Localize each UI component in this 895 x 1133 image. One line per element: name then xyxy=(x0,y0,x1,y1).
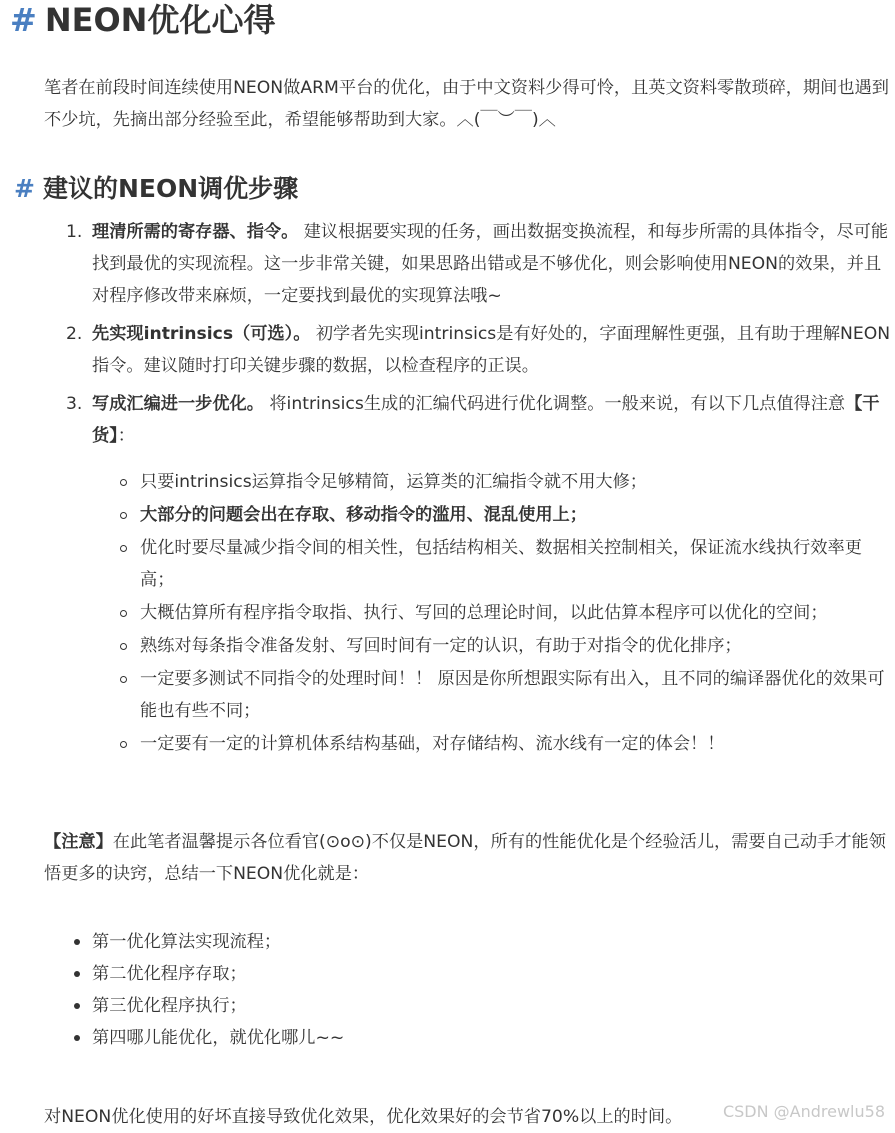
disc-bullet-icon xyxy=(74,1035,80,1041)
disc-bullet-icon xyxy=(74,971,80,977)
csdn-watermark: CSDN @Andrewlu58 xyxy=(722,1102,885,1121)
tips-list xyxy=(92,466,894,760)
step-body: 将intrinsics生成的汇编代码进行优化调整。一般来说，有以下几点值得注意 xyxy=(263,394,846,414)
section-heading-text: 建议的NEON调优步骤 xyxy=(42,174,299,203)
intro-paragraph: 笔者在前段时间连续使用NEON做ARM平台的优化，由于中文资料少得可怜，且英文资料零散琐碎，期间也遇到不少坑，先摘出部分经验至此，希望能够帮助到大家。︿(￣︶￣)︿ xyxy=(44,78,889,130)
tip-item xyxy=(140,597,894,629)
summary-item xyxy=(44,958,344,990)
step-item xyxy=(44,388,894,760)
summary-text: 第二优化程序存取； xyxy=(92,964,247,984)
circle-bullet-icon xyxy=(120,479,127,486)
tip-text: 一定要多测试不同指令的处理时间！！ 原因是你所想跟实际有出入，且不同的编译器优化的效果可能也有些不同； xyxy=(140,669,885,721)
step-body: 初学者先实现intrinsics是有好处的，字面理解性更强，且有助于理解NEON指令。建议随时打印关键步骤的数据，以检查程序的正误。 xyxy=(92,324,891,376)
heading-anchor-icon[interactable]: # xyxy=(10,1,37,39)
tip-item xyxy=(140,499,894,531)
step-body: 建议根据要实现的任务，画出数据变换流程，和每步所需的具体指令，尽可能找到最优的实现流程。这一步非常关键，如果思路出错或是不够优化，则会影响使用NEON的效果，并且对程序修改带来麻烦，一定要找到最优的实现算法哦~ xyxy=(92,222,889,306)
note-text: 在此笔者温馨提示各位看官(⊙o⊙)不仅是NEON，所有的性能优化是个经验活儿，需要自己动手才能领悟更多的诀窍，总结一下NEON优化就是： xyxy=(44,832,886,884)
summary-item xyxy=(44,990,344,1022)
tip-text: 大部分的问题会出在存取、移动指令的滥用、混乱使用上； xyxy=(140,505,587,525)
summary-item xyxy=(44,926,344,958)
tip-item xyxy=(140,728,894,760)
tip-text: 优化时要尽量减少指令间的相关性，包括结构相关、数据相关控制相关，保证流水线执行效率更高； xyxy=(140,538,862,590)
step-title: 理清所需的寄存器、指令。 xyxy=(92,222,299,242)
step-title: 写成汇编进一步优化。 xyxy=(92,394,264,414)
heading-anchor-icon[interactable]: # xyxy=(14,174,35,203)
step-item xyxy=(44,216,894,312)
steps-list xyxy=(44,216,894,766)
step-number: 2. xyxy=(66,324,83,344)
summary-text: 第一优化算法实现流程； xyxy=(92,932,282,952)
summary-text: 第三优化程序执行； xyxy=(92,996,247,1016)
circle-bullet-icon xyxy=(120,545,127,552)
circle-bullet-icon xyxy=(120,676,127,683)
step-tag: 【干货】 xyxy=(92,394,880,446)
section-heading xyxy=(14,170,298,208)
note-label: 【注意】 xyxy=(44,832,113,852)
tip-text: 只要intrinsics运算指令足够精简，运算类的汇编指令就不用大修； xyxy=(140,472,647,492)
tip-text: 熟练对每条指令准备发射、写回时间有一定的认识，有助于对指令的优化排序； xyxy=(140,636,742,656)
tip-text: 一定要有一定的计算机体系结构基础，对存储结构、流水线有一定的体会！！ xyxy=(140,734,725,754)
disc-bullet-icon xyxy=(74,939,80,945)
disc-bullet-icon xyxy=(74,1003,80,1009)
step-number: 1. xyxy=(66,222,83,242)
tip-text: 大概估算所有程序指令取指、执行、写回的总理论时间，以此估算本程序可以优化的空间； xyxy=(140,603,828,623)
summary-list xyxy=(44,926,344,1054)
circle-bullet-icon xyxy=(120,741,127,748)
circle-bullet-icon xyxy=(120,643,127,650)
circle-bullet-icon xyxy=(120,512,127,519)
tip-item xyxy=(140,663,894,727)
page-title-text: NEON优化心得 xyxy=(44,1,276,39)
summary-text: 第四哪儿能优化，就优化哪儿~~ xyxy=(92,1028,345,1048)
note-paragraph xyxy=(44,826,892,890)
step-item xyxy=(44,318,894,382)
tip-item xyxy=(140,532,894,596)
step-title: 先实现intrinsics（可选）。 xyxy=(92,324,311,344)
circle-bullet-icon xyxy=(120,610,127,617)
tip-item xyxy=(140,630,894,662)
summary-item xyxy=(44,1022,344,1054)
conclusion-paragraph: 对NEON优化使用的好坏直接导致优化效果，优化效果好的会节省70%以上的时间。 xyxy=(44,1107,683,1127)
step-tail: ： xyxy=(117,426,135,446)
step-number: 3. xyxy=(66,394,83,414)
tip-item xyxy=(140,466,894,498)
page-title xyxy=(10,0,275,42)
